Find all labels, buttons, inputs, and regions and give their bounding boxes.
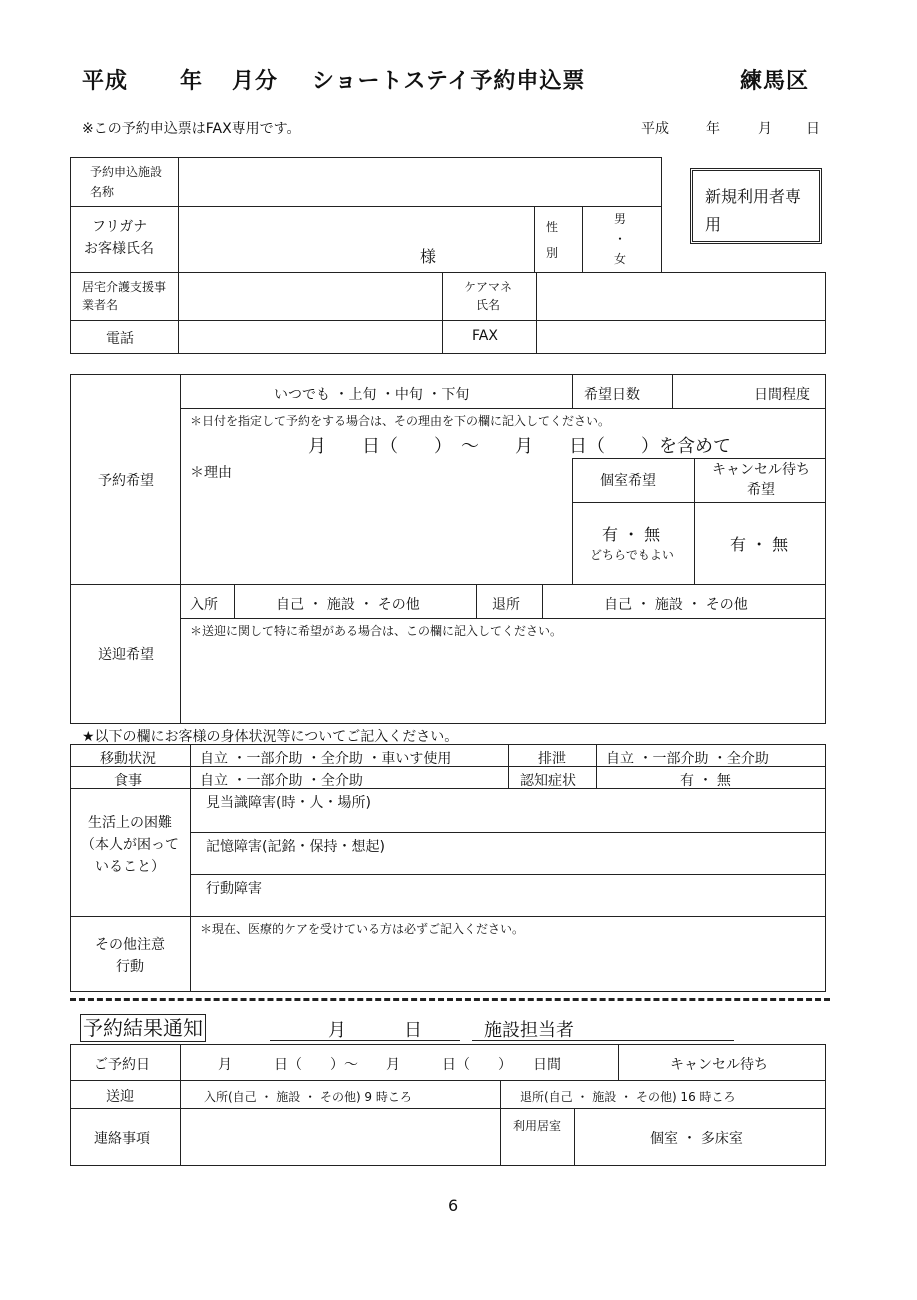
transport-label: 送迎希望: [98, 647, 154, 663]
customer-name-label: お客様氏名: [84, 241, 154, 257]
discharge-label: 退所: [492, 597, 520, 613]
difficulty-label: 生活上の困難（本人が困っていること）: [81, 815, 179, 875]
date-year: 年: [706, 121, 720, 137]
staff-underline: [472, 1040, 734, 1041]
result-date-label: ご予約日: [94, 1057, 150, 1073]
period-options[interactable]: いつでも ・上旬 ・中旬 ・下旬: [274, 387, 470, 403]
date-day: 日: [806, 121, 820, 137]
result-discharge[interactable]: 退所(自己 ・ 施設 ・ その他) 16 時ころ: [520, 1090, 736, 1104]
result-cancel-wait[interactable]: キャンセル待ち: [670, 1057, 768, 1073]
new-user-box: [690, 168, 822, 244]
fax-label: FAX: [472, 328, 498, 344]
date-month: 月: [758, 121, 772, 137]
transport-notes-field[interactable]: [182, 640, 824, 722]
difficulty-item-orientation: 見当識障害(時・人・場所): [206, 795, 371, 811]
days-field[interactable]: [674, 376, 750, 406]
cancel-wait-label: キャンセル待ち希望: [712, 462, 810, 498]
phone-label: 電話: [106, 331, 134, 347]
gender-label-2: 別: [546, 246, 559, 260]
admission-options[interactable]: 自己 ・ 施設 ・ その他: [276, 597, 420, 613]
result-date-range[interactable]: 月 日（ ）～ 月 日（ ） 日間: [218, 1057, 561, 1073]
facility-label: 予約申込施設名称: [90, 165, 163, 199]
result-title: 予約結果通知: [80, 1014, 206, 1042]
gender-female[interactable]: 女: [614, 252, 627, 266]
reason-field[interactable]: [182, 480, 570, 582]
new-user-label: 新規利用者専用: [705, 187, 802, 234]
gender-male[interactable]: 男: [614, 212, 627, 226]
facility-name-field[interactable]: [180, 160, 660, 204]
date-range[interactable]: 月 日（ ） ～ 月 日（ ）を含めて: [308, 436, 731, 457]
contact-label: 連絡事項: [94, 1131, 150, 1147]
header-year-mark: 年: [180, 69, 204, 94]
cut-line: [70, 998, 830, 1001]
page-number: 6: [448, 1196, 459, 1215]
care-office-label: 居宅介護支援事業者名: [82, 280, 167, 312]
days-suffix: 日間程度: [754, 387, 810, 403]
condition-intro: ★以下の欄にお客様の身体状況等についてご記入ください。: [82, 729, 459, 745]
admission-label: 入所: [190, 597, 218, 613]
meal-label: 食事: [114, 773, 142, 789]
cancel-wait-options[interactable]: 有 ・ 無: [730, 535, 789, 554]
ward-name: 練馬区: [740, 69, 810, 94]
gender-label-1: 性: [546, 220, 559, 234]
reason-label: ＊理由: [190, 465, 232, 481]
staff-field[interactable]: [590, 1016, 734, 1038]
mobility-label: 移動状況: [100, 751, 156, 767]
staff-label: 施設担当者: [484, 1020, 574, 1041]
care-manager-label: ケアマネ氏名: [463, 280, 512, 312]
result-transport-label: 送迎: [106, 1089, 134, 1105]
excretion-options[interactable]: 自立 ・一部介助 ・全介助: [606, 751, 769, 767]
reservation-label: 予約希望: [98, 473, 154, 489]
result-day: 日: [404, 1020, 422, 1041]
date-note: ＊日付を指定して予約をする場合は、その理由を下の欄に記入してください。: [190, 414, 611, 428]
room-label: 利用居室: [512, 1119, 561, 1133]
header-month-mark: 月分: [232, 69, 279, 94]
excretion-label: 排泄: [538, 751, 566, 767]
furigana-label: フリガナ: [92, 219, 148, 235]
form-title: ショートステイ予約申込票: [312, 69, 586, 94]
days-label: 希望日数: [584, 387, 640, 403]
customer-name-field[interactable]: [180, 208, 532, 270]
fax-field[interactable]: [538, 322, 824, 352]
sama-suffix: 様: [420, 247, 437, 266]
other-label: その他注意行動: [95, 937, 165, 975]
mobility-options[interactable]: 自立 ・一部介助 ・全介助 ・車いす使用: [200, 751, 452, 767]
difficulty-item-behavior: 行動障害: [206, 881, 262, 897]
other-note: ＊現在、医療的ケアを受けている方は必ずご記入ください。: [200, 922, 525, 936]
dementia-options[interactable]: 有 ・ 無: [680, 773, 731, 789]
gender-separator: ・: [614, 232, 627, 246]
result-admission[interactable]: 入所(自己 ・ 施設 ・ その他) 9 時ころ: [204, 1090, 412, 1104]
contact-field[interactable]: [182, 1110, 498, 1164]
date-era: 平成: [641, 121, 669, 137]
fax-note: ※この予約申込票はFAX専用です。: [82, 121, 301, 137]
discharge-options[interactable]: 自己 ・ 施設 ・ その他: [604, 597, 748, 613]
room-options[interactable]: 個室 ・ 多床室: [650, 1131, 743, 1147]
transport-note: ＊送迎に関して特に希望がある場合は、この欄に記入してください。: [190, 624, 563, 638]
care-manager-field[interactable]: [538, 274, 824, 318]
header-era: 平成: [82, 69, 129, 94]
meal-options[interactable]: 自立 ・一部介助 ・全介助: [200, 773, 363, 789]
private-room-options[interactable]: 有 ・ 無: [602, 525, 661, 544]
phone-field[interactable]: [180, 322, 440, 352]
dementia-label: 認知症状: [520, 773, 576, 789]
care-office-field[interactable]: [180, 274, 440, 318]
other-notes-field[interactable]: [192, 938, 824, 990]
result-date-underline: [270, 1040, 460, 1041]
either-ok[interactable]: どちらでもよい: [590, 548, 674, 562]
result-month: 月: [328, 1020, 346, 1041]
difficulty-item-memory: 記憶障害(記銘・保持・想起): [206, 839, 385, 855]
private-room-label: 個室希望: [600, 473, 656, 489]
